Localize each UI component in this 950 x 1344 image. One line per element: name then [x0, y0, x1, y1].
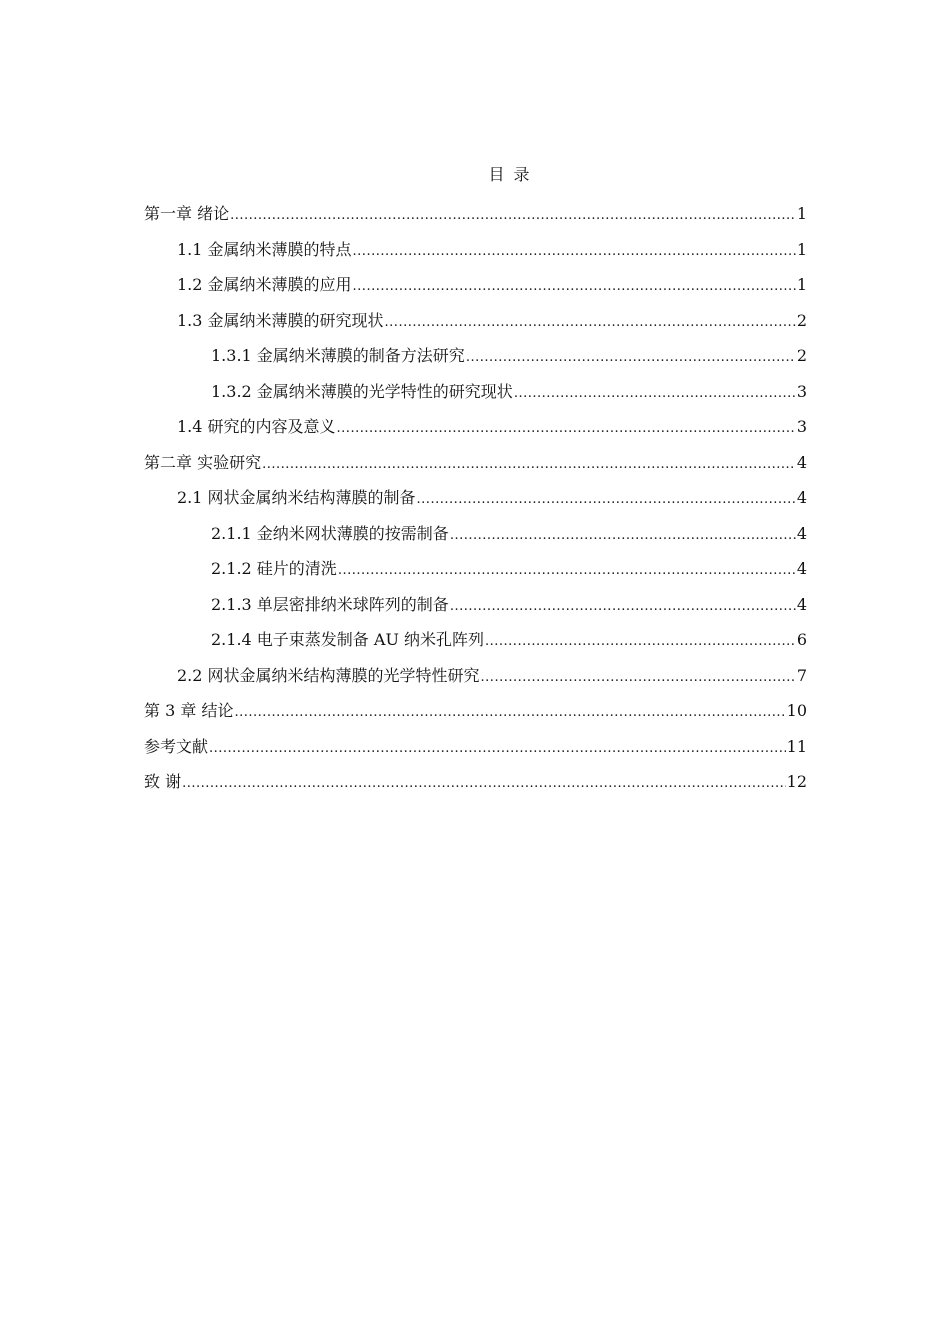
toc-entry[interactable]	[144, 587, 807, 623]
dot-leader	[337, 411, 796, 447]
table-of-contents	[144, 196, 807, 800]
toc-entry[interactable]	[144, 693, 807, 729]
toc-entry-label: 1.2 金属纳米薄膜的应用	[177, 275, 352, 294]
toc-entry-page-number: 4	[796, 488, 807, 507]
toc-entry[interactable]	[144, 338, 807, 374]
dot-leader	[466, 340, 796, 376]
toc-entry-label: 2.1.2 硅片的清洗	[211, 559, 337, 578]
toc-entry-label: 1.3.1 金属纳米薄膜的制备方法研究	[211, 346, 465, 365]
toc-entry[interactable]	[144, 303, 807, 339]
toc-entry[interactable]	[144, 409, 807, 445]
toc-entry-label: 1.3 金属纳米薄膜的研究现状	[177, 310, 384, 330]
dot-leader	[385, 305, 796, 341]
toc-entry[interactable]	[144, 729, 807, 765]
toc-entry-page-number: 1	[796, 275, 807, 294]
toc-entry-page-number: 1	[796, 204, 807, 223]
dot-leader	[353, 269, 796, 305]
toc-entry[interactable]	[144, 480, 807, 516]
toc-entry[interactable]	[144, 445, 807, 481]
toc-entry-label: 1.3.2 金属纳米薄膜的光学特性的研究现状	[211, 381, 513, 401]
dot-leader	[417, 482, 796, 518]
toc-entry[interactable]	[144, 551, 807, 587]
dot-leader	[450, 589, 796, 625]
toc-entry-page-number: 1	[796, 239, 807, 259]
toc-entry[interactable]	[144, 658, 807, 694]
toc-entry-page-number: 6	[796, 630, 807, 649]
toc-entry-page-number: 4	[796, 559, 807, 578]
dot-leader	[514, 376, 796, 412]
toc-entry-page-number: 10	[786, 701, 807, 720]
toc-entry-label: 参考文献	[144, 736, 209, 756]
toc-title: 目 录	[488, 165, 532, 184]
toc-entry-label: 第 3 章 结论	[144, 701, 234, 720]
toc-entry-page-number: 12	[786, 772, 807, 791]
toc-entry[interactable]	[144, 267, 807, 303]
toc-entry-page-number: 11	[786, 736, 807, 756]
toc-entry-page-number: 2	[796, 346, 807, 365]
toc-entry-label: 致 谢	[144, 772, 182, 791]
dot-leader	[182, 766, 786, 802]
toc-entry-label: 2.1.4 电子束蒸发制备 AU 纳米孔阵列	[211, 630, 485, 649]
toc-entry[interactable]	[144, 516, 807, 552]
dot-leader	[209, 731, 786, 767]
toc-entry-label: 1.4 研究的内容及意义	[177, 417, 336, 436]
toc-entry-label: 2.1 网状金属纳米结构薄膜的制备	[177, 488, 416, 507]
toc-entry[interactable]	[144, 196, 807, 232]
toc-entry-label: 2.1.1 金纳米网状薄膜的按需制备	[211, 523, 449, 543]
toc-entry[interactable]	[144, 232, 807, 268]
toc-entry-page-number: 2	[796, 310, 807, 330]
dot-leader	[485, 624, 796, 660]
toc-entry-page-number: 4	[796, 523, 807, 543]
toc-entry-page-number: 7	[796, 665, 807, 685]
dot-leader	[353, 234, 796, 270]
toc-entry[interactable]	[144, 764, 807, 800]
dot-leader	[234, 695, 785, 731]
toc-entry-label: 第二章 实验研究	[144, 452, 262, 472]
dot-leader	[338, 553, 796, 589]
toc-entry-page-number: 4	[796, 594, 807, 614]
toc-entry[interactable]	[144, 374, 807, 410]
toc-entry-page-number: 3	[796, 417, 807, 436]
toc-entry-page-number: 4	[796, 452, 807, 472]
toc-entry[interactable]	[144, 622, 807, 658]
dot-leader	[262, 447, 796, 483]
toc-entry-label: 1.1 金属纳米薄膜的特点	[177, 239, 352, 259]
dot-leader	[230, 198, 796, 234]
dot-leader	[481, 660, 796, 696]
toc-entry-page-number: 3	[796, 381, 807, 401]
dot-leader	[450, 518, 796, 554]
toc-entry-label: 第一章 绪论	[144, 204, 230, 223]
toc-entry-label: 2.2 网状金属纳米结构薄膜的光学特性研究	[177, 665, 480, 685]
toc-entry-label: 2.1.3 单层密排纳米球阵列的制备	[211, 594, 449, 614]
